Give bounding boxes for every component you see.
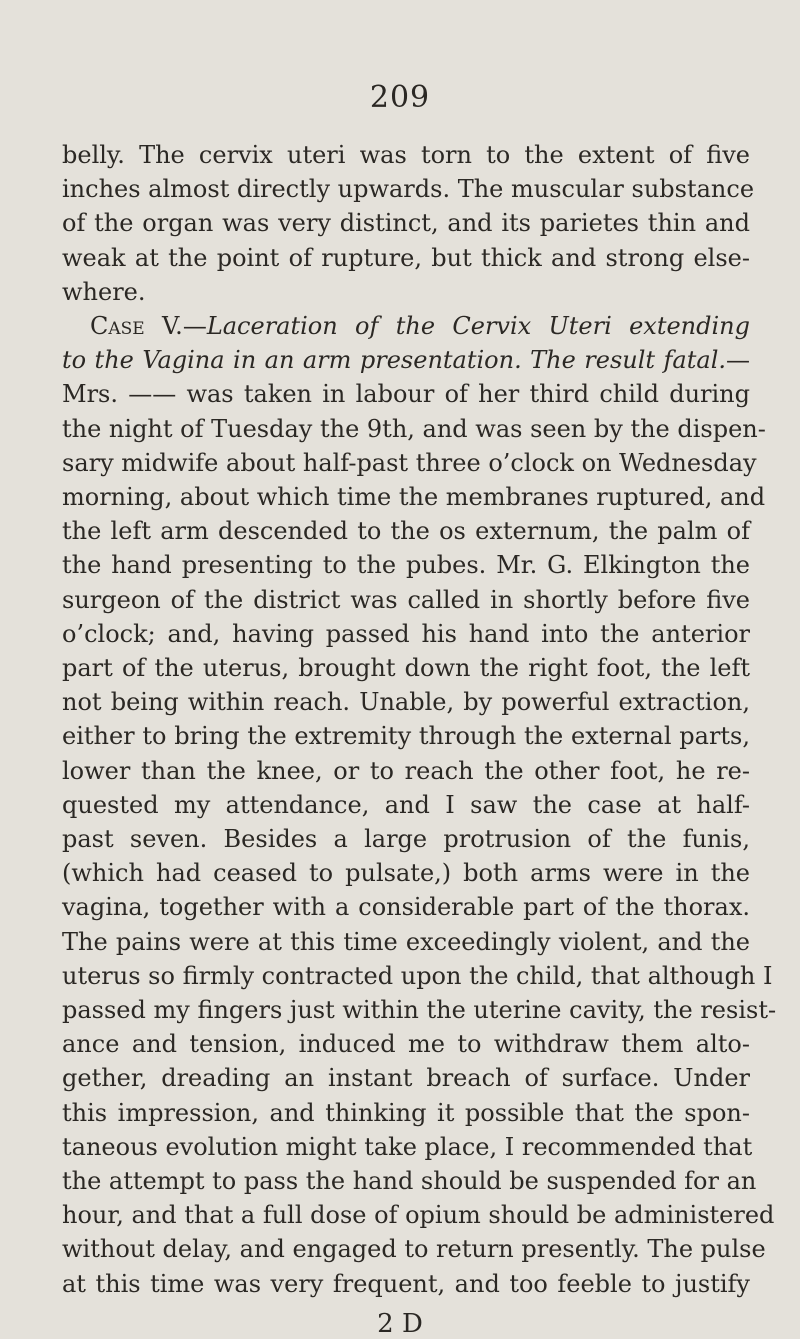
text-line: taneous evolution might take place, I recommended that — [62, 1132, 753, 1161]
text-line: inches almost directly upwards. The muscular substance — [62, 175, 755, 204]
text-line: The pains were at this time exceedingly violent, and the — [62, 927, 750, 956]
case-heading-line — [90, 311, 750, 341]
text-line: passed my fingers just within the uterine cavity, the resist- — [62, 996, 777, 1024]
text-line: the left arm descended to the os externum, the palm of — [62, 517, 750, 546]
signature-mark: 2 D — [377, 1308, 423, 1339]
text-line: (which had ceased to pulsate,) both arms were in the — [62, 859, 750, 888]
text-line: of the organ was very distinct, and its parietes thin and — [62, 209, 750, 238]
text-line: vagina, together with a considerable part of the thorax. — [62, 893, 750, 922]
text-line: quested my attendance, and I saw the case at half- — [62, 790, 750, 819]
text-line: hour, and that a full dose of opium should be administered — [62, 1201, 775, 1230]
text-line: lower than the knee, or to reach the other foot, he re- — [62, 756, 750, 785]
text-line: this impression, and thinking it possible that the spon- — [62, 1098, 750, 1127]
text-line: ance and tension, induced me to withdraw them alto- — [62, 1030, 750, 1059]
text-line: part of the uterus, brought down the right foot, the left — [62, 654, 750, 682]
text-line: at this time was very frequent, and too feeble to justify — [62, 1269, 750, 1298]
text-line: either to bring the extremity through the external parts, — [62, 722, 750, 751]
case-title: Laceration of the Cervix Uteri extending — [206, 312, 750, 340]
text-line: where. — [62, 277, 146, 306]
text-line: not being within reach. Unable, by powerful extraction, — [62, 688, 750, 717]
page-number: 209 — [369, 80, 431, 115]
case-label: Case V. — [90, 312, 183, 340]
text-line: belly. The cervix uteri was torn to the extent of five — [62, 141, 750, 169]
text-line: o’clock; and, having passed his hand into the anterior — [62, 619, 750, 648]
text-line: Mrs. —— was taken in labour of her third child during — [62, 380, 750, 409]
case-dash: — — [182, 312, 207, 340]
text-line: past seven. Besides a large protrusion of the funis, — [62, 825, 750, 853]
text-line: uterus so firmly contracted upon the child, that although I — [62, 961, 773, 990]
text-line: the night of Tuesday the 9th, and was seen by the dispen- — [62, 414, 766, 443]
case-dash: — — [726, 346, 750, 375]
text-line: gether, dreading an instant breach of surface. Under — [62, 1064, 750, 1093]
text-line: the attempt to pass the hand should be suspended for an — [62, 1167, 757, 1195]
text-line: morning, about which time the membranes ruptured, and — [62, 483, 766, 511]
case-title: to the Vagina in an arm presentation. The result fatal. — [62, 346, 726, 375]
case-heading-line — [62, 345, 750, 375]
text-line: the hand presenting to the pubes. Mr. G. Elkington the — [62, 551, 750, 580]
text-line: sary midwife about half-past three o’clock on Wednesday — [62, 448, 757, 477]
text-line: without delay, and engaged to return presently. The pulse — [62, 1235, 766, 1264]
text-line: weak at the point of rupture, but thick and strong else- — [62, 243, 750, 272]
text-line: surgeon of the district was called in shortly before five — [62, 585, 750, 614]
